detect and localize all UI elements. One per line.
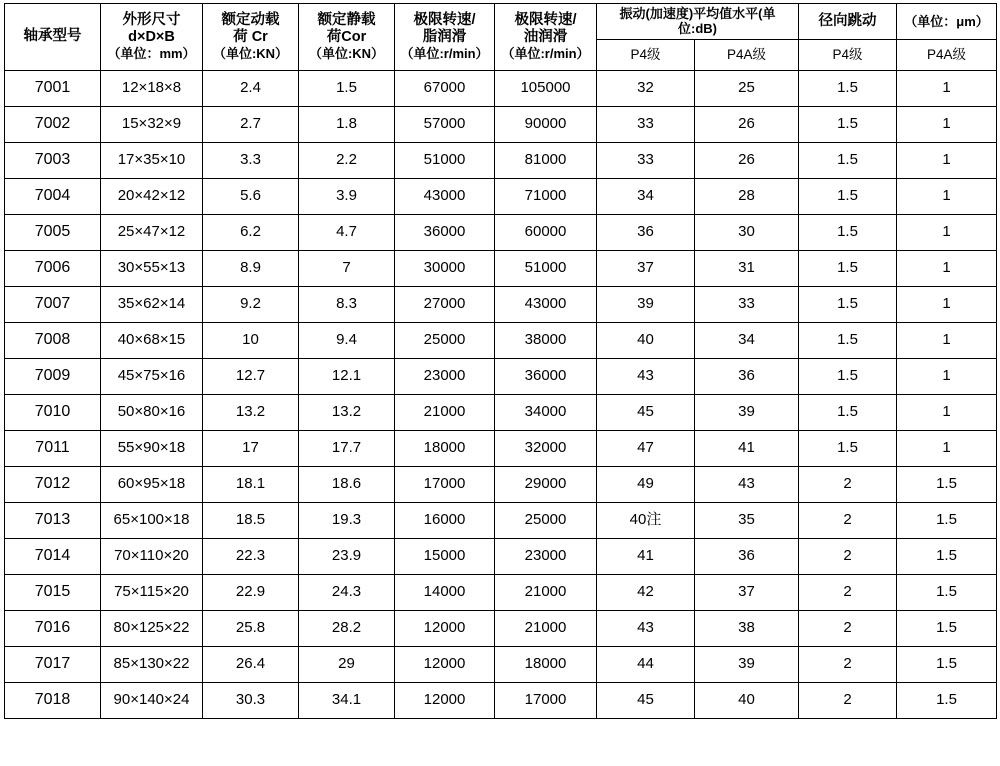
- cell-runout-p4a: 1: [897, 70, 997, 106]
- cell-dimensions: 12×18×8: [101, 70, 203, 106]
- cell-model: 7018: [5, 682, 101, 718]
- cell-limit-speed-oil: 21000: [495, 610, 597, 646]
- cell-runout-p4: 1.5: [799, 70, 897, 106]
- cell-vibration-p4: 42: [597, 574, 695, 610]
- cell-dynamic-load: 10: [203, 322, 299, 358]
- cell-dynamic-load: 26.4: [203, 646, 299, 682]
- cell-limit-speed-grease: 57000: [395, 106, 495, 142]
- cell-runout-p4a: 1: [897, 430, 997, 466]
- cell-dynamic-load: 18.5: [203, 502, 299, 538]
- cell-dynamic-load: 13.2: [203, 394, 299, 430]
- cell-dynamic-load: 3.3: [203, 142, 299, 178]
- cell-runout-p4a: 1: [897, 106, 997, 142]
- cell-vibration-p4: 44: [597, 646, 695, 682]
- cell-limit-speed-oil: 43000: [495, 286, 597, 322]
- cell-model: 7016: [5, 610, 101, 646]
- cell-dimensions: 35×62×14: [101, 286, 203, 322]
- header-vibration-p4: P4级: [597, 39, 695, 70]
- cell-model: 7002: [5, 106, 101, 142]
- table-row: [5, 178, 997, 214]
- cell-dimensions: 15×32×9: [101, 106, 203, 142]
- header-static-load: 额定静载 荷Cor （单位:KN）: [299, 4, 395, 71]
- cell-limit-speed-oil: 36000: [495, 358, 597, 394]
- cell-dynamic-load: 25.8: [203, 610, 299, 646]
- cell-limit-speed-oil: 60000: [495, 214, 597, 250]
- cell-runout-p4: 1.5: [799, 286, 897, 322]
- cell-vibration-p4: 33: [597, 142, 695, 178]
- cell-runout-p4: 1.5: [799, 142, 897, 178]
- cell-model: 7007: [5, 286, 101, 322]
- cell-limit-speed-oil: 29000: [495, 466, 597, 502]
- header-runout-p4a: P4A级: [897, 39, 997, 70]
- table-row: [5, 466, 997, 502]
- cell-vibration-p4: 49: [597, 466, 695, 502]
- cell-model: 7001: [5, 70, 101, 106]
- cell-runout-p4: 1.5: [799, 214, 897, 250]
- cell-runout-p4a: 1: [897, 178, 997, 214]
- cell-static-load: 13.2: [299, 394, 395, 430]
- cell-vibration-p4a: 41: [695, 430, 799, 466]
- cell-static-load: 4.7: [299, 214, 395, 250]
- table-row: [5, 106, 997, 142]
- cell-limit-speed-grease: 21000: [395, 394, 495, 430]
- cell-dimensions: 75×115×20: [101, 574, 203, 610]
- cell-vibration-p4a: 36: [695, 538, 799, 574]
- header-runout-p4: P4级: [799, 39, 897, 70]
- cell-dimensions: 40×68×15: [101, 322, 203, 358]
- cell-limit-speed-oil: 25000: [495, 502, 597, 538]
- cell-static-load: 19.3: [299, 502, 395, 538]
- header-limit-speed-oil: 极限转速/ 油润滑 （单位:r/min）: [495, 4, 597, 71]
- cell-static-load: 34.1: [299, 682, 395, 718]
- header-vibration: 振动(加速度)平均值水平(单 位:dB): [597, 4, 799, 40]
- cell-runout-p4: 2: [799, 538, 897, 574]
- cell-dynamic-load: 12.7: [203, 358, 299, 394]
- cell-static-load: 18.6: [299, 466, 395, 502]
- cell-vibration-p4a: 34: [695, 322, 799, 358]
- table-row: [5, 502, 997, 538]
- cell-vibration-p4a: 37: [695, 574, 799, 610]
- cell-vibration-p4a: 43: [695, 466, 799, 502]
- cell-dimensions: 80×125×22: [101, 610, 203, 646]
- table-row: [5, 430, 997, 466]
- cell-dimensions: 60×95×18: [101, 466, 203, 502]
- cell-dimensions: 20×42×12: [101, 178, 203, 214]
- cell-runout-p4: 1.5: [799, 178, 897, 214]
- cell-limit-speed-oil: 21000: [495, 574, 597, 610]
- cell-static-load: 12.1: [299, 358, 395, 394]
- cell-static-load: 17.7: [299, 430, 395, 466]
- cell-limit-speed-oil: 34000: [495, 394, 597, 430]
- cell-limit-speed-oil: 51000: [495, 250, 597, 286]
- cell-limit-speed-grease: 12000: [395, 610, 495, 646]
- cell-vibration-p4a: 39: [695, 646, 799, 682]
- cell-runout-p4a: 1: [897, 142, 997, 178]
- cell-model: 7006: [5, 250, 101, 286]
- cell-runout-p4a: 1: [897, 394, 997, 430]
- cell-limit-speed-grease: 43000: [395, 178, 495, 214]
- cell-static-load: 7: [299, 250, 395, 286]
- cell-limit-speed-grease: 14000: [395, 574, 495, 610]
- cell-dynamic-load: 17: [203, 430, 299, 466]
- cell-vibration-p4a: 33: [695, 286, 799, 322]
- cell-vibration-p4a: 35: [695, 502, 799, 538]
- cell-runout-p4a: 1: [897, 214, 997, 250]
- cell-runout-p4a: 1.5: [897, 502, 997, 538]
- cell-dimensions: 85×130×22: [101, 646, 203, 682]
- cell-model: 7004: [5, 178, 101, 214]
- cell-dynamic-load: 2.7: [203, 106, 299, 142]
- table-row: [5, 214, 997, 250]
- cell-model: 7003: [5, 142, 101, 178]
- cell-model: 7015: [5, 574, 101, 610]
- cell-vibration-p4: 43: [597, 358, 695, 394]
- cell-vibration-p4a: 31: [695, 250, 799, 286]
- cell-limit-speed-oil: 81000: [495, 142, 597, 178]
- cell-vibration-p4: 45: [597, 394, 695, 430]
- cell-runout-p4: 2: [799, 466, 897, 502]
- cell-dimensions: 55×90×18: [101, 430, 203, 466]
- table-row: [5, 394, 997, 430]
- table-row: [5, 70, 997, 106]
- cell-runout-p4a: 1.5: [897, 682, 997, 718]
- cell-vibration-p4a: 28: [695, 178, 799, 214]
- cell-dimensions: 30×55×13: [101, 250, 203, 286]
- cell-vibration-p4: 47: [597, 430, 695, 466]
- cell-vibration-p4: 40注: [597, 502, 695, 538]
- cell-limit-speed-grease: 17000: [395, 466, 495, 502]
- table-row: [5, 646, 997, 682]
- cell-limit-speed-grease: 67000: [395, 70, 495, 106]
- cell-runout-p4a: 1.5: [897, 538, 997, 574]
- cell-dimensions: 90×140×24: [101, 682, 203, 718]
- cell-model: 7012: [5, 466, 101, 502]
- table-body: [5, 70, 997, 718]
- cell-limit-speed-grease: 12000: [395, 682, 495, 718]
- cell-dynamic-load: 6.2: [203, 214, 299, 250]
- cell-runout-p4a: 1: [897, 250, 997, 286]
- cell-runout-p4a: 1: [897, 322, 997, 358]
- cell-model: 7011: [5, 430, 101, 466]
- cell-dynamic-load: 22.3: [203, 538, 299, 574]
- cell-static-load: 29: [299, 646, 395, 682]
- cell-model: 7005: [5, 214, 101, 250]
- table-row: [5, 358, 997, 394]
- cell-dynamic-load: 5.6: [203, 178, 299, 214]
- header-dimensions: 外形尺寸 d×D×B （单位：mm）: [101, 4, 203, 71]
- cell-runout-p4: 2: [799, 502, 897, 538]
- cell-static-load: 8.3: [299, 286, 395, 322]
- cell-limit-speed-oil: 18000: [495, 646, 597, 682]
- header-radial-runout: 径向跳动: [799, 4, 897, 40]
- cell-dimensions: 17×35×10: [101, 142, 203, 178]
- table-row: [5, 142, 997, 178]
- cell-runout-p4: 2: [799, 682, 897, 718]
- cell-vibration-p4: 36: [597, 214, 695, 250]
- cell-static-load: 23.9: [299, 538, 395, 574]
- cell-dimensions: 50×80×16: [101, 394, 203, 430]
- cell-runout-p4a: 1.5: [897, 610, 997, 646]
- cell-limit-speed-oil: 23000: [495, 538, 597, 574]
- cell-static-load: 24.3: [299, 574, 395, 610]
- cell-runout-p4a: 1.5: [897, 466, 997, 502]
- cell-static-load: 9.4: [299, 322, 395, 358]
- cell-limit-speed-grease: 23000: [395, 358, 495, 394]
- cell-limit-speed-grease: 16000: [395, 502, 495, 538]
- cell-static-load: 28.2: [299, 610, 395, 646]
- cell-runout-p4: 1.5: [799, 106, 897, 142]
- cell-runout-p4: 2: [799, 610, 897, 646]
- cell-dynamic-load: 2.4: [203, 70, 299, 106]
- header-vibration-p4a: P4A级: [695, 39, 799, 70]
- cell-dimensions: 70×110×20: [101, 538, 203, 574]
- cell-vibration-p4a: 36: [695, 358, 799, 394]
- cell-vibration-p4: 39: [597, 286, 695, 322]
- table-row: [5, 538, 997, 574]
- cell-dynamic-load: 22.9: [203, 574, 299, 610]
- cell-vibration-p4a: 39: [695, 394, 799, 430]
- cell-runout-p4: 2: [799, 574, 897, 610]
- cell-runout-p4: 2: [799, 646, 897, 682]
- cell-static-load: 2.2: [299, 142, 395, 178]
- bearing-spec-table: [4, 3, 997, 719]
- header-dynamic-load: 额定动载 荷 Cr （单位:KN）: [203, 4, 299, 71]
- cell-vibration-p4: 34: [597, 178, 695, 214]
- cell-model: 7010: [5, 394, 101, 430]
- cell-vibration-p4a: 25: [695, 70, 799, 106]
- cell-model: 7014: [5, 538, 101, 574]
- cell-runout-p4a: 1: [897, 358, 997, 394]
- table-row: [5, 322, 997, 358]
- cell-runout-p4: 1.5: [799, 430, 897, 466]
- cell-runout-p4a: 1.5: [897, 646, 997, 682]
- cell-vibration-p4: 37: [597, 250, 695, 286]
- cell-runout-p4a: 1: [897, 286, 997, 322]
- cell-vibration-p4: 40: [597, 322, 695, 358]
- cell-model: 7013: [5, 502, 101, 538]
- table-header: [5, 4, 997, 71]
- table-row: [5, 574, 997, 610]
- cell-static-load: 1.8: [299, 106, 395, 142]
- cell-static-load: 3.9: [299, 178, 395, 214]
- table-row: [5, 286, 997, 322]
- cell-runout-p4: 1.5: [799, 322, 897, 358]
- cell-vibration-p4: 33: [597, 106, 695, 142]
- table-row: [5, 682, 997, 718]
- cell-dimensions: 45×75×16: [101, 358, 203, 394]
- cell-model: 7009: [5, 358, 101, 394]
- table-row: [5, 250, 997, 286]
- cell-vibration-p4: 32: [597, 70, 695, 106]
- cell-runout-p4: 1.5: [799, 358, 897, 394]
- cell-limit-speed-grease: 27000: [395, 286, 495, 322]
- header-limit-speed-grease: 极限转速/ 脂润滑 （单位:r/min）: [395, 4, 495, 71]
- cell-dynamic-load: 9.2: [203, 286, 299, 322]
- cell-vibration-p4a: 38: [695, 610, 799, 646]
- cell-dimensions: 25×47×12: [101, 214, 203, 250]
- cell-runout-p4: 1.5: [799, 394, 897, 430]
- cell-vibration-p4a: 40: [695, 682, 799, 718]
- cell-dynamic-load: 8.9: [203, 250, 299, 286]
- header-row-main: [5, 4, 997, 40]
- cell-limit-speed-grease: 25000: [395, 322, 495, 358]
- cell-vibration-p4: 41: [597, 538, 695, 574]
- cell-vibration-p4: 43: [597, 610, 695, 646]
- cell-static-load: 1.5: [299, 70, 395, 106]
- cell-vibration-p4a: 26: [695, 142, 799, 178]
- cell-limit-speed-grease: 30000: [395, 250, 495, 286]
- cell-limit-speed-oil: 105000: [495, 70, 597, 106]
- cell-limit-speed-grease: 18000: [395, 430, 495, 466]
- cell-limit-speed-grease: 36000: [395, 214, 495, 250]
- cell-dimensions: 65×100×18: [101, 502, 203, 538]
- cell-runout-p4a: 1.5: [897, 574, 997, 610]
- cell-vibration-p4a: 30: [695, 214, 799, 250]
- cell-limit-speed-oil: 32000: [495, 430, 597, 466]
- cell-dynamic-load: 30.3: [203, 682, 299, 718]
- cell-limit-speed-oil: 17000: [495, 682, 597, 718]
- cell-model: 7008: [5, 322, 101, 358]
- header-bearing-model: 轴承型号: [5, 4, 101, 71]
- cell-dynamic-load: 18.1: [203, 466, 299, 502]
- table-row: [5, 610, 997, 646]
- cell-limit-speed-oil: 38000: [495, 322, 597, 358]
- cell-vibration-p4a: 26: [695, 106, 799, 142]
- cell-model: 7017: [5, 646, 101, 682]
- cell-limit-speed-grease: 51000: [395, 142, 495, 178]
- header-radial-runout-unit: （单位：μm）: [897, 4, 997, 40]
- cell-limit-speed-grease: 12000: [395, 646, 495, 682]
- cell-limit-speed-grease: 15000: [395, 538, 495, 574]
- cell-limit-speed-oil: 90000: [495, 106, 597, 142]
- cell-runout-p4: 1.5: [799, 250, 897, 286]
- cell-vibration-p4: 45: [597, 682, 695, 718]
- cell-limit-speed-oil: 71000: [495, 178, 597, 214]
